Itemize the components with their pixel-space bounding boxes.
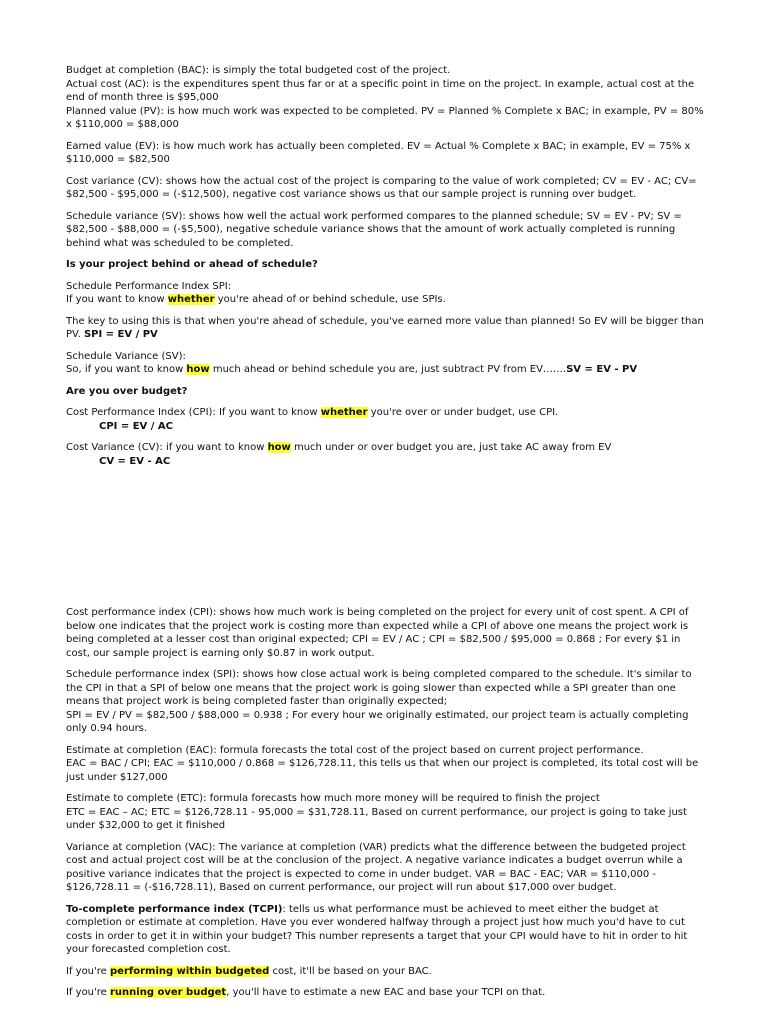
highlight-whether: whether bbox=[167, 294, 215, 305]
vac-description: Variance at completion (VAC): The variance at completion (VAR) predicts what the difference between the budgeted project cost and actual project cost will be at the conclusion of the project. A negative variance indicates a budget overrun while a positive variance indicates that the project is expected to come in under budget. VAR = BAC - EAC; VAR = $110,000 - $126,728.11 = (-$16,728.11), Based on current performance, our project will run about $17,000 over budget. bbox=[66, 841, 686, 893]
lower-section bbox=[66, 606, 704, 1008]
ac-definition: Actual cost (AC): is the expenditures spent thus far or at a specific point in time on the project. In example, actual cost at the end of month three is $95,000 bbox=[66, 78, 695, 103]
cpi-formula: CPI = EV / AC bbox=[99, 420, 173, 432]
tcpi-block: To-complete performance index (TCPI): tells us what performance must be achieved to meet either the budget at completion or estimate at completion. Have you ever wondered halfway through a project just how much you'd have to cut costs in order to get it in within your budget? This number represents a target that your CPI would have to hit in order to hit your forecasted completion cost. bbox=[66, 903, 688, 955]
spi-calculation: SPI = EV / PV = $82,500 / $88,000 = 0.938 ; For every hour we originally estimated, our project team is actually completing only 0.94 hours. bbox=[66, 709, 689, 734]
upper-section bbox=[66, 64, 704, 476]
spi-block: Schedule Performance Index SPI: If you want to know whether you're ahead of or behind schedule, use SPIs. bbox=[66, 280, 446, 305]
highlight-whether-2: whether bbox=[320, 407, 368, 418]
sv-formula: SV = EV - PV bbox=[566, 364, 638, 375]
eac-block: Estimate at completion (EAC): formula forecasts the total cost of the project based on current project performance. EAC = BAC / CPI; EAC = $110,000 / 0.868 = $126,728.11, this tells us that when our project is completed, its total cost will be just under $127,000 bbox=[66, 744, 699, 783]
highlight-how-2: how bbox=[267, 442, 291, 453]
etc-calculation: ETC = EAC – AC; ETC = $126,728.11 - 95,000 = $31,728.11, Based on current performance, our project is going to take just under $32,000 to get it finished bbox=[66, 806, 687, 831]
sv2-title: Schedule Variance (SV): bbox=[66, 350, 186, 362]
highlight-over-budget: running over budget bbox=[110, 987, 227, 998]
cpi-description: Cost performance index (CPI): shows how much work is being completed on the project for every unit of cost spent. A CPI of below one indicates that the project work is costing more than expected while a CPI of above one means the project work is being completed at a lesser cost than original expected; CPI = EV / AC ; CPI = $82,500 / $95,000 = 0.868 ; For every $1 in cost, our sample project is earning only $0.87 in work output. bbox=[66, 607, 689, 659]
cv-definition: Cost variance (CV): shows how the actual cost of the project is comparing to the value of work completed; CV = EV - AC; CV= $82,500 - $95,000 = (-$12,500), negative cost variance shows us that our sample project is running over budget. bbox=[66, 175, 697, 200]
etc-block: Estimate to complete (ETC): formula forecasts how much more money will be required to finish the project ETC = EAC – AC; ETC = $126,728.11 - 95,000 = $31,728.11, Based on current performance, our project is going to take just under $32,000 to get it finished bbox=[66, 793, 687, 831]
highlight-within-budget: performing within budgeted bbox=[110, 965, 270, 977]
within-budget-line: If you're performing within budgeted cost, it'll be based on your BAC. bbox=[66, 965, 432, 977]
key-block: The key to using this is that when you're ahead of schedule, you've earned more value than planned! So EV will be bigger than PV. SPI = EV / PV bbox=[66, 315, 704, 340]
bac-definition: Budget at completion (BAC): is simply the total budgeted cost of the project. bbox=[66, 65, 451, 76]
spi-title: Schedule Performance Index SPI: bbox=[66, 280, 232, 292]
cpi-block: Cost Performance Index (CPI): If you want to know whether you're over or under budget, use CPI. CPI = EV / AC bbox=[66, 407, 559, 432]
schedule-question: Is your project behind or ahead of schedule? bbox=[66, 259, 318, 270]
pv-definition: Planned value (PV): is how much work was expected to be completed. PV = Planned % Complete x BAC; in example, PV = 80% x $110,000 = $88,000 bbox=[66, 105, 704, 130]
eac-calculation: EAC = BAC / CPI; EAC = $110,000 / 0.868 = $126,728.11, this tells us that when our project is completed, its total cost will be just under $127,000 bbox=[66, 758, 699, 783]
budget-question: Are you over budget? bbox=[66, 385, 188, 397]
over-budget-line: If you're running over budget, you'll have to estimate a new EAC and base your TCPI on that. bbox=[66, 987, 546, 998]
cv2-block: Cost Variance (CV): if you want to know how much under or over budget you are, just take AC away from EV CV = EV - AC bbox=[66, 442, 612, 467]
ev-definition: Earned value (EV): is how much work has actually been completed. EV = Actual % Complete x BAC; in example, EV = 75% x $110,000 = $82,500 bbox=[66, 140, 691, 165]
sv-definition: Schedule variance (SV): shows how well the actual work performed compares to the planned schedule; SV = EV - PV; SV = $82,500 - $88,000 = (-$5,500), negative schedule variance shows that the amount of work actually completed is running behind what was scheduled to be completed. bbox=[66, 210, 682, 249]
highlight-how: how bbox=[186, 364, 210, 375]
tcpi-title: To-complete performance index (TCPI) bbox=[66, 903, 283, 915]
spi-formula: SPI = EV / PV bbox=[83, 329, 158, 340]
cv-formula: CV = EV - AC bbox=[99, 455, 171, 467]
sv2-block: Schedule Variance (SV): So, if you want to know how much ahead or behind schedule you are, just subtract PV from EV…….SV = EV - PV bbox=[66, 350, 638, 375]
spi-description-block: Schedule performance index (SPI): shows how close actual work is being completed compared to the schedule. It's similar to the CPI in that a SPI of below one means that the project work is going slower than expected while a SPI greater than one means that project work is being completed faster than originally expected; SPI = EV / PV = $82,500 / $88,000 = 0.938 ; For every hour we originally estimated, our project team is actually completing only 0.94 hours. bbox=[66, 669, 692, 734]
